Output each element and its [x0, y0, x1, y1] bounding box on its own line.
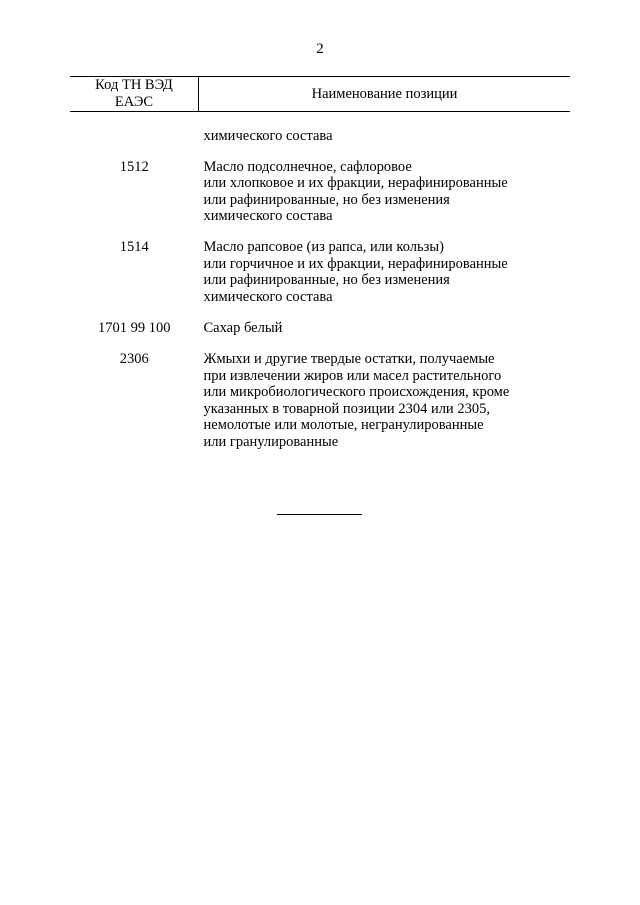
name-cell: [199, 112, 571, 145]
name-cell: [199, 225, 571, 305]
name-line: Сахар белый: [203, 320, 283, 337]
header-code: [70, 77, 199, 112]
page-number: 2: [316, 41, 324, 57]
name-line: Жмыхи и другие твердые остатки, получаемые: [203, 350, 495, 367]
name-line: Масло подсолнечное, сафлоровое: [203, 158, 412, 175]
table-row: [70, 305, 570, 337]
name-line: или рафинированные, но без изменения: [203, 191, 450, 208]
end-divider: [277, 514, 362, 515]
name-line: или микробиологического происхождения, кроме: [203, 384, 510, 401]
table-row: [70, 112, 570, 145]
name-line: немолотые или молотые, негранулированные: [203, 417, 484, 434]
header-code-line: ЕАЭС: [114, 94, 154, 110]
name-line: или рафинированные, но без изменения: [203, 272, 450, 289]
name-cell: [199, 337, 571, 451]
name-line: химического состава: [203, 128, 333, 144]
header-name: Наименование позиции: [199, 77, 571, 112]
name-line: указанных в товарной позиции 2304 или 2305,: [203, 400, 490, 417]
code-cell: 1514: [119, 238, 149, 255]
header-code-line: Код ТН ВЭД: [95, 77, 173, 94]
code-cell: 1701 99 100: [98, 320, 171, 337]
name-line: Масло рапсовое (из рапса, или кользы): [203, 238, 444, 255]
name-line: или хлопковое и их фракции, нерафинированные: [203, 175, 508, 192]
name-line: химического состава: [203, 208, 333, 225]
name-cell: [199, 145, 571, 225]
name-line: химического состава: [203, 288, 333, 305]
name-line: или горчичное и их фракции, нерафинированные: [203, 255, 508, 272]
table-row: [70, 225, 570, 305]
name-line: при извлечении жиров или масел растительного: [203, 367, 502, 384]
code-cell: 1512: [119, 158, 149, 175]
goods-table: [70, 76, 570, 451]
code-cell: [70, 112, 199, 145]
name-cell: [199, 305, 571, 337]
code-cell: 2306: [119, 350, 149, 367]
table-row: [70, 145, 570, 225]
name-line: или гранулированные: [203, 433, 339, 450]
table-header-row: [70, 77, 570, 112]
table-row: [70, 337, 570, 451]
